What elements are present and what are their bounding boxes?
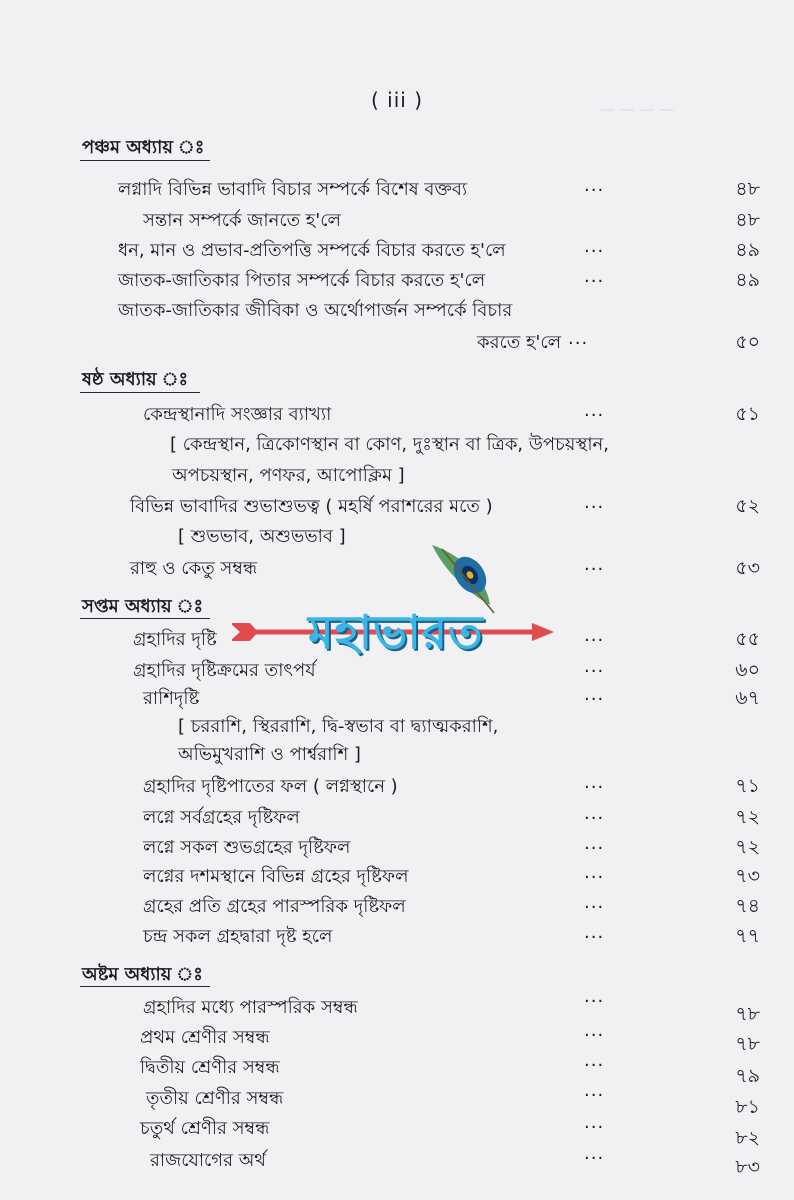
toc-leader: ...: [568, 328, 589, 349]
chapter-heading: সপ্তম অধ্যায় ঃ: [82, 596, 204, 617]
toc-leader: ...: [584, 266, 605, 287]
toc-page-number: ৮২: [735, 1127, 760, 1149]
toc-leader: ...: [584, 803, 605, 824]
toc-entry-title[interactable]: লগ্নে সর্বগ্রহের দৃষ্টিফল: [143, 807, 300, 828]
toc-page-number: ৬৭: [735, 687, 760, 709]
toc-leader: ...: [584, 554, 605, 575]
toc-leader: ...: [584, 1080, 605, 1101]
chapter-heading: ষষ্ঠ অধ্যায় ঃ: [82, 369, 189, 390]
toc-page-number: ৫০: [735, 331, 760, 353]
toc-page-number: ৫৫: [735, 628, 760, 650]
toc-leader: ...: [584, 656, 605, 677]
toc-entry-title[interactable]: রাহু ও কেতু সম্বন্ধ: [130, 558, 258, 579]
heading-underline: [80, 986, 210, 987]
toc-entry-title[interactable]: জাতক-জাতিকার পিতার সম্পর্কে বিচার করতে হ'লে: [118, 270, 486, 291]
toc-entry-title[interactable]: লগ্নে সকল শুভগ্রহের দৃষ্টিফল: [143, 837, 351, 858]
toc-entry-title[interactable]: বিভিন্ন ভাবাদির শুভাশুভত্ব ( মহর্ষি পরাশরের মতে ): [130, 496, 493, 517]
toc-leader: ...: [584, 986, 605, 1007]
toc-entry-title[interactable]: গ্রহাদির মধ্যে পারস্পরিক সম্বন্ধ: [143, 997, 358, 1018]
toc-leader: ...: [584, 892, 605, 913]
toc-leader: ...: [584, 400, 605, 421]
toc-subtopics: [ কেন্দ্রস্থান, ত্রিকোণস্থান বা কোণ, দুঃস্থান বা ত্রিক, উপচয়স্থান,: [170, 434, 610, 455]
toc-entry-title[interactable]: গ্রহাদির দৃষ্টি: [133, 629, 217, 650]
toc-entry-title[interactable]: রাশিদৃষ্টি: [143, 688, 200, 709]
toc-subtopics: [ চররাশি, স্থিররাশি, দ্বি-স্বভাব বা দ্ব্যাত্মকরাশি,: [178, 716, 499, 737]
toc-page-number: ৭৭: [735, 925, 760, 947]
toc-leader: ...: [584, 772, 605, 793]
toc-entry-title[interactable]: জাতক-জাতিকার জীবিকা ও অর্থোপার্জন সম্পর্কে বিচার: [118, 300, 513, 321]
toc-leader: ...: [584, 492, 605, 513]
toc-entry-title[interactable]: চন্দ্র সকল গ্রহদ্বারা দৃষ্ট হলে: [143, 926, 333, 947]
toc-entry-title[interactable]: ধন, মান ও প্রভাব-প্রতিপত্তি সম্পর্কে বিচার করতে হ'লে: [118, 240, 506, 261]
toc-leader: ...: [584, 236, 605, 257]
toc-page-number: ৫৩: [735, 557, 760, 579]
toc-entry-title[interactable]: গ্রহের প্রতি গ্রহের পারস্পরিক দৃষ্টিফল: [143, 896, 406, 917]
toc-page-number: ৭১: [735, 775, 760, 797]
toc-leader: ...: [584, 1143, 605, 1164]
heading-underline: [80, 392, 200, 393]
toc-page-number: ৭৩: [735, 865, 760, 887]
toc-page-number: ৭২: [735, 806, 760, 828]
toc-entry-title[interactable]: চতুর্থ শ্রেণীর সম্বন্ধ: [140, 1118, 270, 1139]
toc-entry-title[interactable]: গ্রহাদির দৃষ্টিক্রমের তাৎপর্য: [133, 660, 316, 681]
toc-page-number: ৭৪: [735, 895, 760, 917]
toc-entry-title[interactable]: করতে হ'লে: [477, 332, 562, 353]
toc-leader: ...: [584, 684, 605, 705]
toc-leader: ...: [584, 833, 605, 854]
toc-leader: ...: [584, 1020, 605, 1041]
toc-page-number: ৪৯: [735, 239, 760, 261]
watermark-text: মহাভারত: [308, 605, 484, 659]
toc-page-number: ৫২: [735, 495, 760, 517]
toc-entry-title[interactable]: তৃতীয় শ্রেণীর সম্বন্ধ: [146, 1088, 284, 1109]
toc-leader: ...: [584, 175, 605, 196]
toc-leader: ...: [584, 1050, 605, 1071]
toc-leader: ...: [584, 922, 605, 943]
toc-page-number: ৮৩: [735, 1156, 760, 1178]
toc-leader: ...: [584, 625, 605, 646]
toc-subtopics: [ শুভভাব, অশুভভাব ]: [178, 526, 346, 547]
toc-entry-title[interactable]: প্রথম শ্রেণীর সম্বন্ধ: [140, 1027, 270, 1048]
toc-page-number: ৭২: [735, 836, 760, 858]
show-through-text: — — — —: [600, 100, 675, 118]
toc-entry-title[interactable]: সন্তান সম্পর্কে জানতে হ'লে: [143, 210, 341, 231]
toc-leader: ...: [584, 1112, 605, 1133]
toc-page-number: ৪৮: [735, 178, 760, 200]
heading-underline: [80, 160, 210, 161]
toc-page-number: ৬০: [735, 659, 760, 681]
toc-entry-title[interactable]: গ্রহাদির দৃষ্টিপাতের ফল ( লগ্নস্থানে ): [143, 776, 398, 797]
toc-page-number: ৫১: [735, 403, 760, 425]
toc-page-number: ৮১: [735, 1096, 760, 1118]
toc-entry-title[interactable]: কেন্দ্রস্থানাদি সংজ্ঞার ব্যাখ্যা: [143, 404, 332, 425]
toc-page-number: ৭৮: [735, 1033, 760, 1055]
page-number: ( iii ): [371, 88, 423, 112]
toc-page-number: ৭৮: [735, 1003, 760, 1025]
toc-page-number: ৪৯: [735, 269, 760, 291]
toc-subtopics: অপচয়স্থান, পণফর, আপোক্লিম ]: [172, 465, 405, 486]
chapter-heading: পঞ্চম অধ্যায় ঃ: [82, 137, 205, 158]
toc-page-number: ৭৯: [735, 1065, 760, 1087]
toc-entry-title[interactable]: লগ্নের দশমস্থানে বিভিন্ন গ্রহের দৃষ্টিফল: [143, 866, 409, 887]
toc-entry-title[interactable]: দ্বিতীয় শ্রেণীর সম্বন্ধ: [140, 1057, 280, 1078]
toc-entry-title[interactable]: রাজযোগের অর্থ: [150, 1150, 266, 1171]
toc-entry-title[interactable]: লগ্নাদি বিভিন্ন ভাবাদি বিচার সম্পর্কে বিশেষ বক্তব্য: [118, 179, 468, 200]
toc-subtopics: অভিমুখরাশি ও পার্শ্বরাশি ]: [178, 744, 361, 765]
toc-page-number: ৪৮: [735, 209, 760, 231]
heading-underline: [80, 618, 210, 619]
toc-leader: ...: [584, 862, 605, 883]
chapter-heading: অষ্টম অধ্যায় ঃ: [82, 964, 203, 985]
